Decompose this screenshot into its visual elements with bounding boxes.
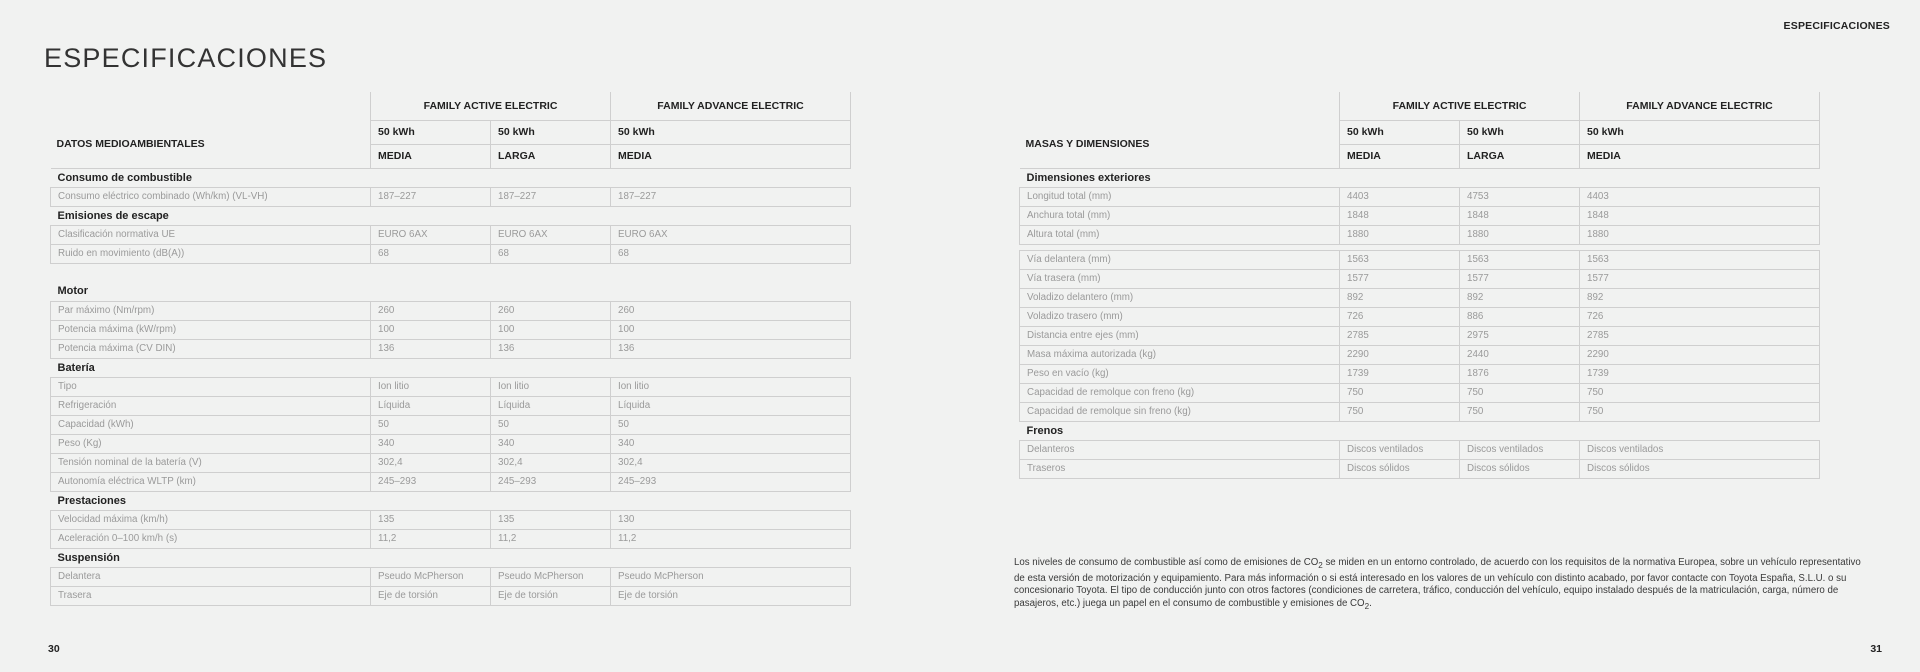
spec-value: 50 <box>491 415 611 434</box>
spec-value: 2785 <box>1580 326 1820 345</box>
body-length-header: MEDIA <box>371 144 491 168</box>
spec-value: 726 <box>1340 307 1460 326</box>
spec-label: Delantera <box>51 567 371 586</box>
spec-value: Ion litio <box>371 377 491 396</box>
spec-value: Discos sólidos <box>1580 459 1820 478</box>
spec-value: 68 <box>491 244 611 263</box>
model-header-advance: FAMILY ADVANCE ELECTRIC <box>611 92 851 120</box>
spec-value: 1876 <box>1460 364 1580 383</box>
spec-value: 245–293 <box>491 472 611 491</box>
spec-value: Eje de torsión <box>611 586 851 605</box>
spec-value: 130 <box>611 510 851 529</box>
spec-value: 340 <box>371 434 491 453</box>
section-heading-row <box>51 206 851 225</box>
spec-label: Voladizo delantero (mm) <box>1020 288 1340 307</box>
spec-value: 1563 <box>1580 250 1820 269</box>
body-length-header: MEDIA <box>1580 144 1820 168</box>
spec-value: Pseudo McPherson <box>611 567 851 586</box>
table-row <box>1020 250 1820 269</box>
model-header-active: FAMILY ACTIVE ELECTRIC <box>1340 92 1580 120</box>
spec-value: 1739 <box>1580 364 1820 383</box>
spec-value: 1577 <box>1340 269 1460 288</box>
spec-value: EURO 6AX <box>611 225 851 244</box>
table-row <box>51 510 851 529</box>
table-row <box>1020 383 1820 402</box>
spec-value: 100 <box>371 320 491 339</box>
header-models-row <box>51 92 851 120</box>
spec-label: Consumo eléctrico combinado (Wh/km) (VL-VH) <box>51 187 371 206</box>
spec-value: 1577 <box>1460 269 1580 288</box>
body-length-header: MEDIA <box>611 144 851 168</box>
spec-value: 1880 <box>1580 225 1820 244</box>
spec-value: 1848 <box>1580 206 1820 225</box>
spec-label: Vía delantera (mm) <box>1020 250 1340 269</box>
spec-value: 2785 <box>1340 326 1460 345</box>
spec-value: 245–293 <box>371 472 491 491</box>
page-number-right: 31 <box>1870 643 1882 655</box>
spec-value: 68 <box>611 244 851 263</box>
table-row <box>1020 402 1820 421</box>
table-row <box>51 244 851 263</box>
spec-value: 302,4 <box>371 453 491 472</box>
spec-label: Tensión nominal de la batería (V) <box>51 453 371 472</box>
spec-value: 260 <box>491 301 611 320</box>
section-heading-row <box>51 548 851 567</box>
header-battery-row <box>1020 120 1820 144</box>
table-row <box>1020 364 1820 383</box>
section-heading-row <box>51 358 851 377</box>
header-blank-cell <box>1020 92 1340 120</box>
table-title: DATOS MEDIOAMBIENTALES <box>51 120 371 168</box>
spec-value: Discos ventilados <box>1580 440 1820 459</box>
masses-dimensions-table <box>1019 92 1820 479</box>
spec-value: EURO 6AX <box>491 225 611 244</box>
spec-value: Discos ventilados <box>1340 440 1460 459</box>
spec-label: Autonomía eléctrica WLTP (km) <box>51 472 371 491</box>
table-row <box>51 567 851 586</box>
spec-value: 245–293 <box>611 472 851 491</box>
spec-value: EURO 6AX <box>371 225 491 244</box>
spec-label: Potencia máxima (kW/rpm) <box>51 320 371 339</box>
table-row <box>51 529 851 548</box>
page-number-left: 30 <box>48 643 60 655</box>
spec-value: Pseudo McPherson <box>491 567 611 586</box>
spec-value: 1577 <box>1580 269 1820 288</box>
header-battery-row <box>51 120 851 144</box>
section-heading: Emisiones de escape <box>57 209 169 222</box>
section-heading-row <box>51 491 851 510</box>
spec-label: Ruido en movimiento (dB(A)) <box>51 244 371 263</box>
spec-value: Discos sólidos <box>1340 459 1460 478</box>
spec-label: Trasera <box>51 586 371 605</box>
spec-value: 11,2 <box>371 529 491 548</box>
spec-value: 135 <box>371 510 491 529</box>
spec-label: Clasificación normativa UE <box>51 225 371 244</box>
table-row <box>1020 326 1820 345</box>
spec-value: 750 <box>1340 402 1460 421</box>
table-row <box>51 339 851 358</box>
table-row <box>51 225 851 244</box>
spec-value: 187–227 <box>371 187 491 206</box>
spec-value: 187–227 <box>611 187 851 206</box>
spec-value: 4403 <box>1340 187 1460 206</box>
spec-value: 50 <box>371 415 491 434</box>
section-gap <box>51 263 851 282</box>
spec-label: Vía trasera (mm) <box>1020 269 1340 288</box>
spec-value: 1880 <box>1460 225 1580 244</box>
spec-value: 187–227 <box>491 187 611 206</box>
spec-value: 11,2 <box>611 529 851 548</box>
spec-value: Eje de torsión <box>371 586 491 605</box>
table-row <box>1020 345 1820 364</box>
spec-label: Refrigeración <box>51 396 371 415</box>
spec-label: Masa máxima autorizada (kg) <box>1020 345 1340 364</box>
spec-label: Par máximo (Nm/rpm) <box>51 301 371 320</box>
section-heading-row <box>1020 421 1820 440</box>
spec-label: Aceleración 0–100 km/h (s) <box>51 529 371 548</box>
spec-value: 340 <box>611 434 851 453</box>
table-row <box>51 396 851 415</box>
spec-value: Eje de torsión <box>491 586 611 605</box>
spec-value: 750 <box>1580 402 1820 421</box>
spec-label: Traseros <box>1020 459 1340 478</box>
spec-value: Pseudo McPherson <box>371 567 491 586</box>
table-row <box>51 187 851 206</box>
spec-value: 50 <box>611 415 851 434</box>
page-title: ESPECIFICACIONES <box>44 43 328 73</box>
battery-capacity-header: 50 kWh <box>371 120 491 144</box>
table-title: MASAS Y DIMENSIONES <box>1020 120 1340 168</box>
spec-value: 136 <box>491 339 611 358</box>
section-heading: Consumo de combustible <box>57 171 192 184</box>
spec-value: Discos sólidos <box>1460 459 1580 478</box>
spec-value: 302,4 <box>611 453 851 472</box>
section-heading: Batería <box>57 361 95 374</box>
spec-value: 886 <box>1460 307 1580 326</box>
battery-capacity-header: 50 kWh <box>611 120 851 144</box>
spec-label: Potencia máxima (CV DIN) <box>51 339 371 358</box>
spec-value: 260 <box>611 301 851 320</box>
spec-label: Distancia entre ejes (mm) <box>1020 326 1340 345</box>
battery-capacity-header: 50 kWh <box>491 120 611 144</box>
spec-value: 340 <box>491 434 611 453</box>
section-heading-row <box>51 282 851 301</box>
spec-value: 100 <box>491 320 611 339</box>
spec-value: 726 <box>1580 307 1820 326</box>
body-length-header: LARGA <box>1460 144 1580 168</box>
table-row <box>51 453 851 472</box>
spec-value: 750 <box>1580 383 1820 402</box>
spec-label: Velocidad máxima (km/h) <box>51 510 371 529</box>
table-row <box>1020 288 1820 307</box>
spec-value: 1848 <box>1340 206 1460 225</box>
table-row <box>51 434 851 453</box>
spec-label: Voladizo trasero (mm) <box>1020 307 1340 326</box>
spec-value: 11,2 <box>491 529 611 548</box>
spec-label: Peso en vacío (kg) <box>1020 364 1340 383</box>
spec-value: 136 <box>371 339 491 358</box>
section-heading-row <box>1020 168 1820 187</box>
spec-value: 1880 <box>1340 225 1460 244</box>
table-row <box>1020 307 1820 326</box>
spec-value: Ion litio <box>491 377 611 396</box>
model-header-active: FAMILY ACTIVE ELECTRIC <box>371 92 611 120</box>
table-row <box>1020 269 1820 288</box>
header-blank-cell <box>51 92 371 120</box>
spec-value: 892 <box>1580 288 1820 307</box>
spec-value: 4403 <box>1580 187 1820 206</box>
spec-label: Longitud total (mm) <box>1020 187 1340 206</box>
battery-capacity-header: 50 kWh <box>1580 120 1820 144</box>
section-heading: Motor <box>57 285 89 298</box>
spec-value: 2440 <box>1460 345 1580 364</box>
spec-value: 4753 <box>1460 187 1580 206</box>
spec-value: Líquida <box>371 396 491 415</box>
table-row <box>51 415 851 434</box>
spec-value: 2290 <box>1580 345 1820 364</box>
spec-value: 892 <box>1460 288 1580 307</box>
spec-value: Ion litio <box>611 377 851 396</box>
spec-label: Altura total (mm) <box>1020 225 1340 244</box>
spec-value: 135 <box>491 510 611 529</box>
spec-label: Capacidad de remolque con freno (kg) <box>1020 383 1340 402</box>
section-heading: Prestaciones <box>57 494 126 507</box>
table-row <box>1020 206 1820 225</box>
battery-capacity-header: 50 kWh <box>1460 120 1580 144</box>
battery-capacity-header: 50 kWh <box>1340 120 1460 144</box>
spec-value: 1739 <box>1340 364 1460 383</box>
spec-value: Líquida <box>611 396 851 415</box>
section-heading-row <box>51 168 851 187</box>
spec-value: 2975 <box>1460 326 1580 345</box>
section-heading: Dimensiones exteriores <box>1026 171 1151 184</box>
spec-label: Capacidad de remolque sin freno (kg) <box>1020 402 1340 421</box>
footnote: Los niveles de consumo de combustible así como de emisiones de $CO_2$ se miden en un entorno controlado, de acuerdo con los requisitos de la normativa Europea, sobre un vehículo representativo de esta versión de motorización y equipamiento. Para más información o si está interesado en los valores de un vehículo con distinto acabado, por favor contacte con Toyota España, S.L.U. o su concesionario Toyota. El tipo de conducción junto con otros factores (condiciones de carretera, tráfico, conducción del vehículo, equipo instalado después de la matriculación, carga, número de pasajeros, etc.) juega un papel en el consumo de combustible y emisiones de $CO_2$. <box>1014 557 1861 611</box>
table-row <box>1020 440 1820 459</box>
spec-value: 1848 <box>1460 206 1580 225</box>
spec-label: Capacidad (kWh) <box>51 415 371 434</box>
table-row <box>51 377 851 396</box>
spec-value: 750 <box>1340 383 1460 402</box>
section-heading: Frenos <box>1026 424 1064 437</box>
spec-value: 68 <box>371 244 491 263</box>
spec-value: 750 <box>1460 383 1580 402</box>
table-row <box>1020 459 1820 478</box>
spec-value: 892 <box>1340 288 1460 307</box>
spec-value: 100 <box>611 320 851 339</box>
body-length-header: LARGA <box>491 144 611 168</box>
spec-label: Delanteros <box>1020 440 1340 459</box>
model-header-advance: FAMILY ADVANCE ELECTRIC <box>1580 92 1820 120</box>
table-row <box>51 301 851 320</box>
spec-value: 302,4 <box>491 453 611 472</box>
body-length-header: MEDIA <box>1340 144 1460 168</box>
section-heading: Suspensión <box>57 551 120 564</box>
table-row <box>51 320 851 339</box>
spec-value: 1563 <box>1340 250 1460 269</box>
table-row <box>51 472 851 491</box>
spec-value: 2290 <box>1340 345 1460 364</box>
table-row <box>51 586 851 605</box>
spec-label: Tipo <box>51 377 371 396</box>
spec-label: Peso (Kg) <box>51 434 371 453</box>
running-header: ESPECIFICACIONES <box>1783 20 1890 32</box>
table-row <box>1020 225 1820 244</box>
spec-label: Anchura total (mm) <box>1020 206 1340 225</box>
gap-cell <box>51 263 851 282</box>
environmental-data-table <box>50 92 851 606</box>
spec-value: 260 <box>371 301 491 320</box>
header-models-row <box>1020 92 1820 120</box>
spec-value: 750 <box>1460 402 1580 421</box>
spec-value: 1563 <box>1460 250 1580 269</box>
spec-value: Líquida <box>491 396 611 415</box>
spec-value: Discos ventilados <box>1460 440 1580 459</box>
table-row <box>1020 187 1820 206</box>
spec-value: 136 <box>611 339 851 358</box>
